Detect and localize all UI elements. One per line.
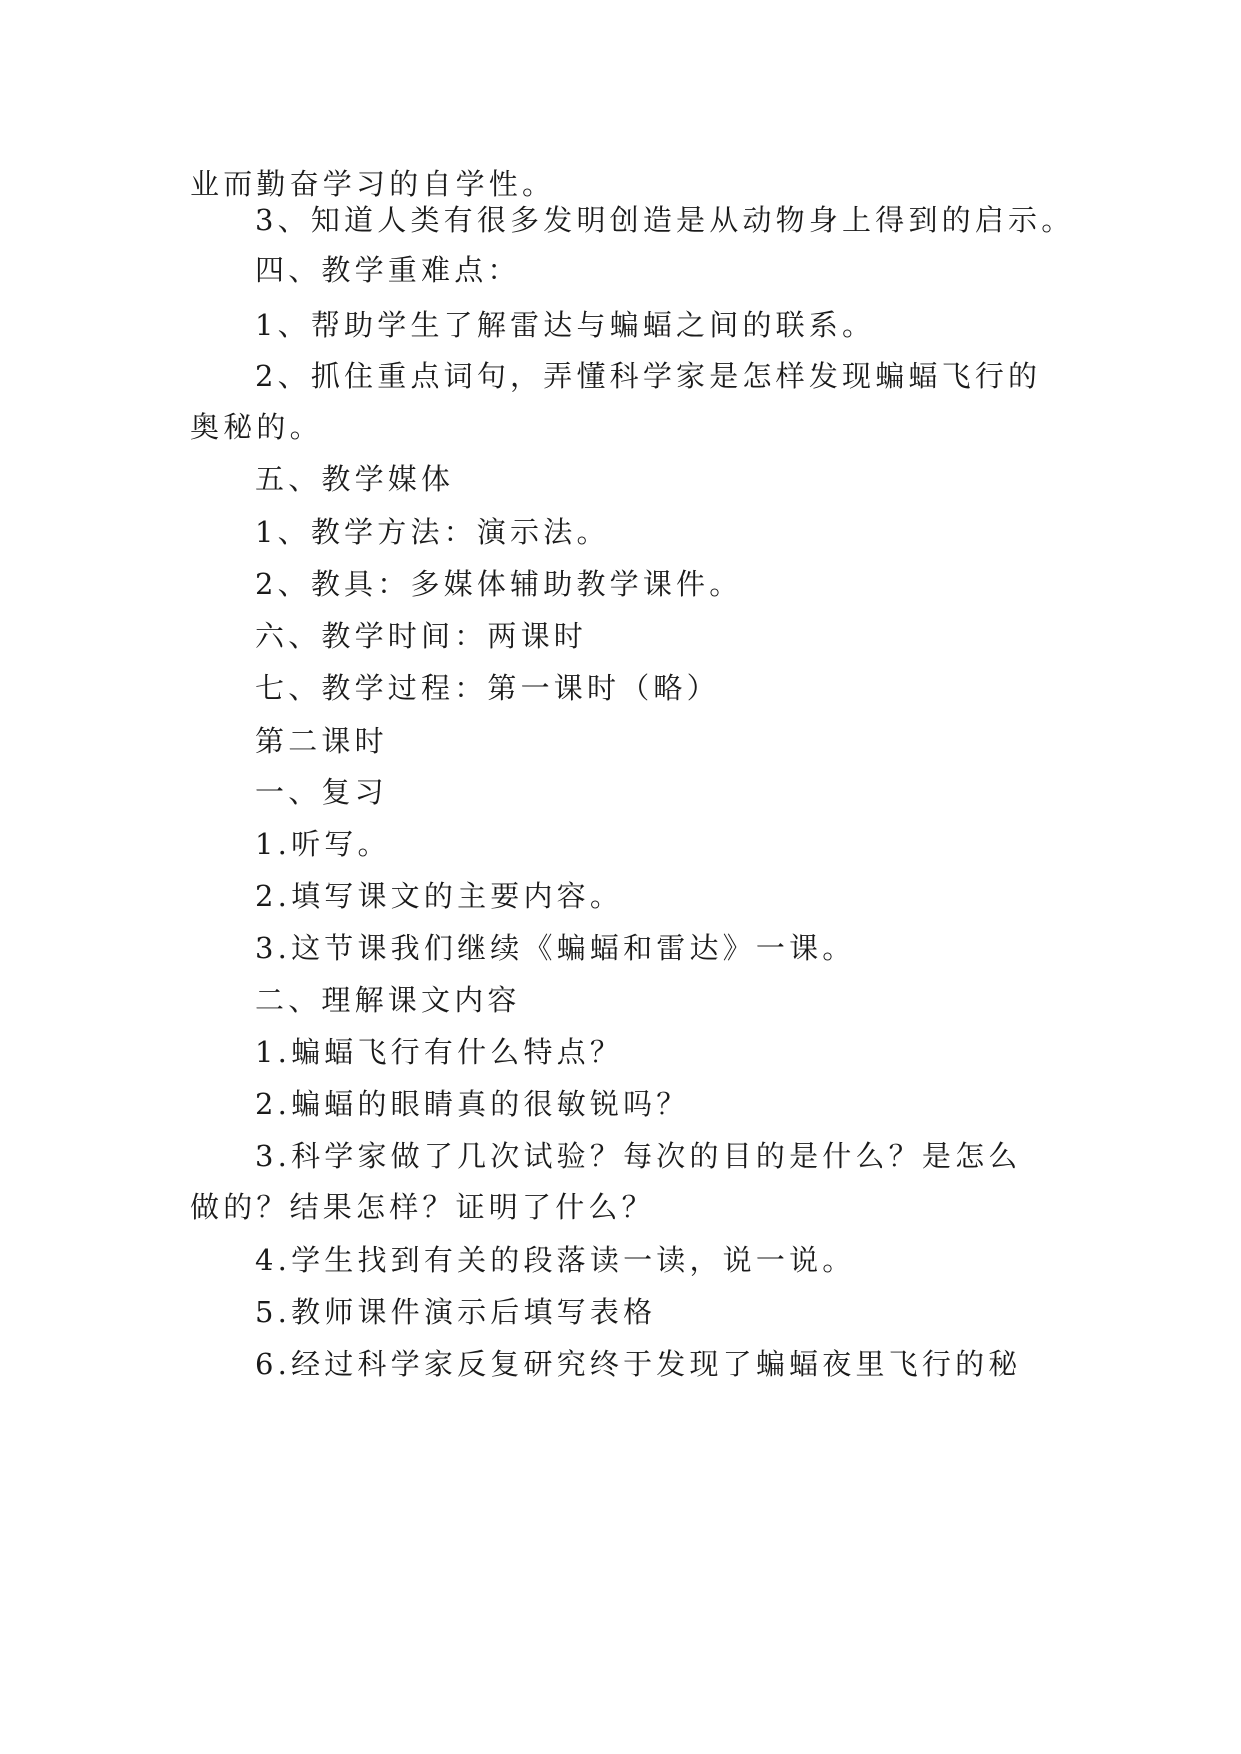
text-line: 业而勤奋学习的自学性。 xyxy=(190,167,556,201)
text-line: 6.经过科学家反复研究终于发现了蝙蝠夜里飞行的秘 xyxy=(255,1347,1022,1381)
text-line: 3、知道人类有很多发明创造是从动物身上得到的启示。 xyxy=(255,203,1075,237)
text-line: 2.填写课文的主要内容。 xyxy=(255,879,624,913)
text-line: 做的？结果怎样？证明了什么？ xyxy=(190,1190,655,1224)
section-heading: 六、教学时间：两课时 xyxy=(255,619,588,653)
text-line: 5.教师课件演示后填写表格 xyxy=(255,1295,657,1329)
text-line: 1.听写。 xyxy=(255,827,391,861)
section-heading: 四、教学重难点： xyxy=(255,253,521,287)
text-line: 4.学生找到有关的段落读一读，说一说。 xyxy=(255,1243,856,1277)
text-line: 3.科学家做了几次试验？每次的目的是什么？是怎么 xyxy=(255,1139,1022,1173)
text-line: 2.蝙蝠的眼睛真的很敏锐吗？ xyxy=(255,1087,690,1121)
section-heading: 第二课时 xyxy=(255,724,388,758)
section-heading: 二、理解课文内容 xyxy=(255,983,521,1017)
text-line: 3.这节课我们继续《蝙蝠和雷达》一课。 xyxy=(255,931,856,965)
text-line: 2、抓住重点词句，弄懂科学家是怎样发现蝙蝠飞行的 xyxy=(255,359,1042,393)
text-line: 2、教具：多媒体辅助教学课件。 xyxy=(255,567,743,601)
text-line: 奥秘的。 xyxy=(190,410,323,444)
text-line: 1.蝙蝠飞行有什么特点？ xyxy=(255,1035,624,1069)
section-heading: 一、复习 xyxy=(255,775,388,809)
text-line: 1、教学方法：演示法。 xyxy=(255,515,610,549)
section-heading: 五、教学媒体 xyxy=(255,462,455,496)
text-line: 1、帮助学生了解雷达与蝙蝠之间的联系。 xyxy=(255,308,876,342)
section-heading: 七、教学过程：第一课时（略） xyxy=(255,671,720,705)
